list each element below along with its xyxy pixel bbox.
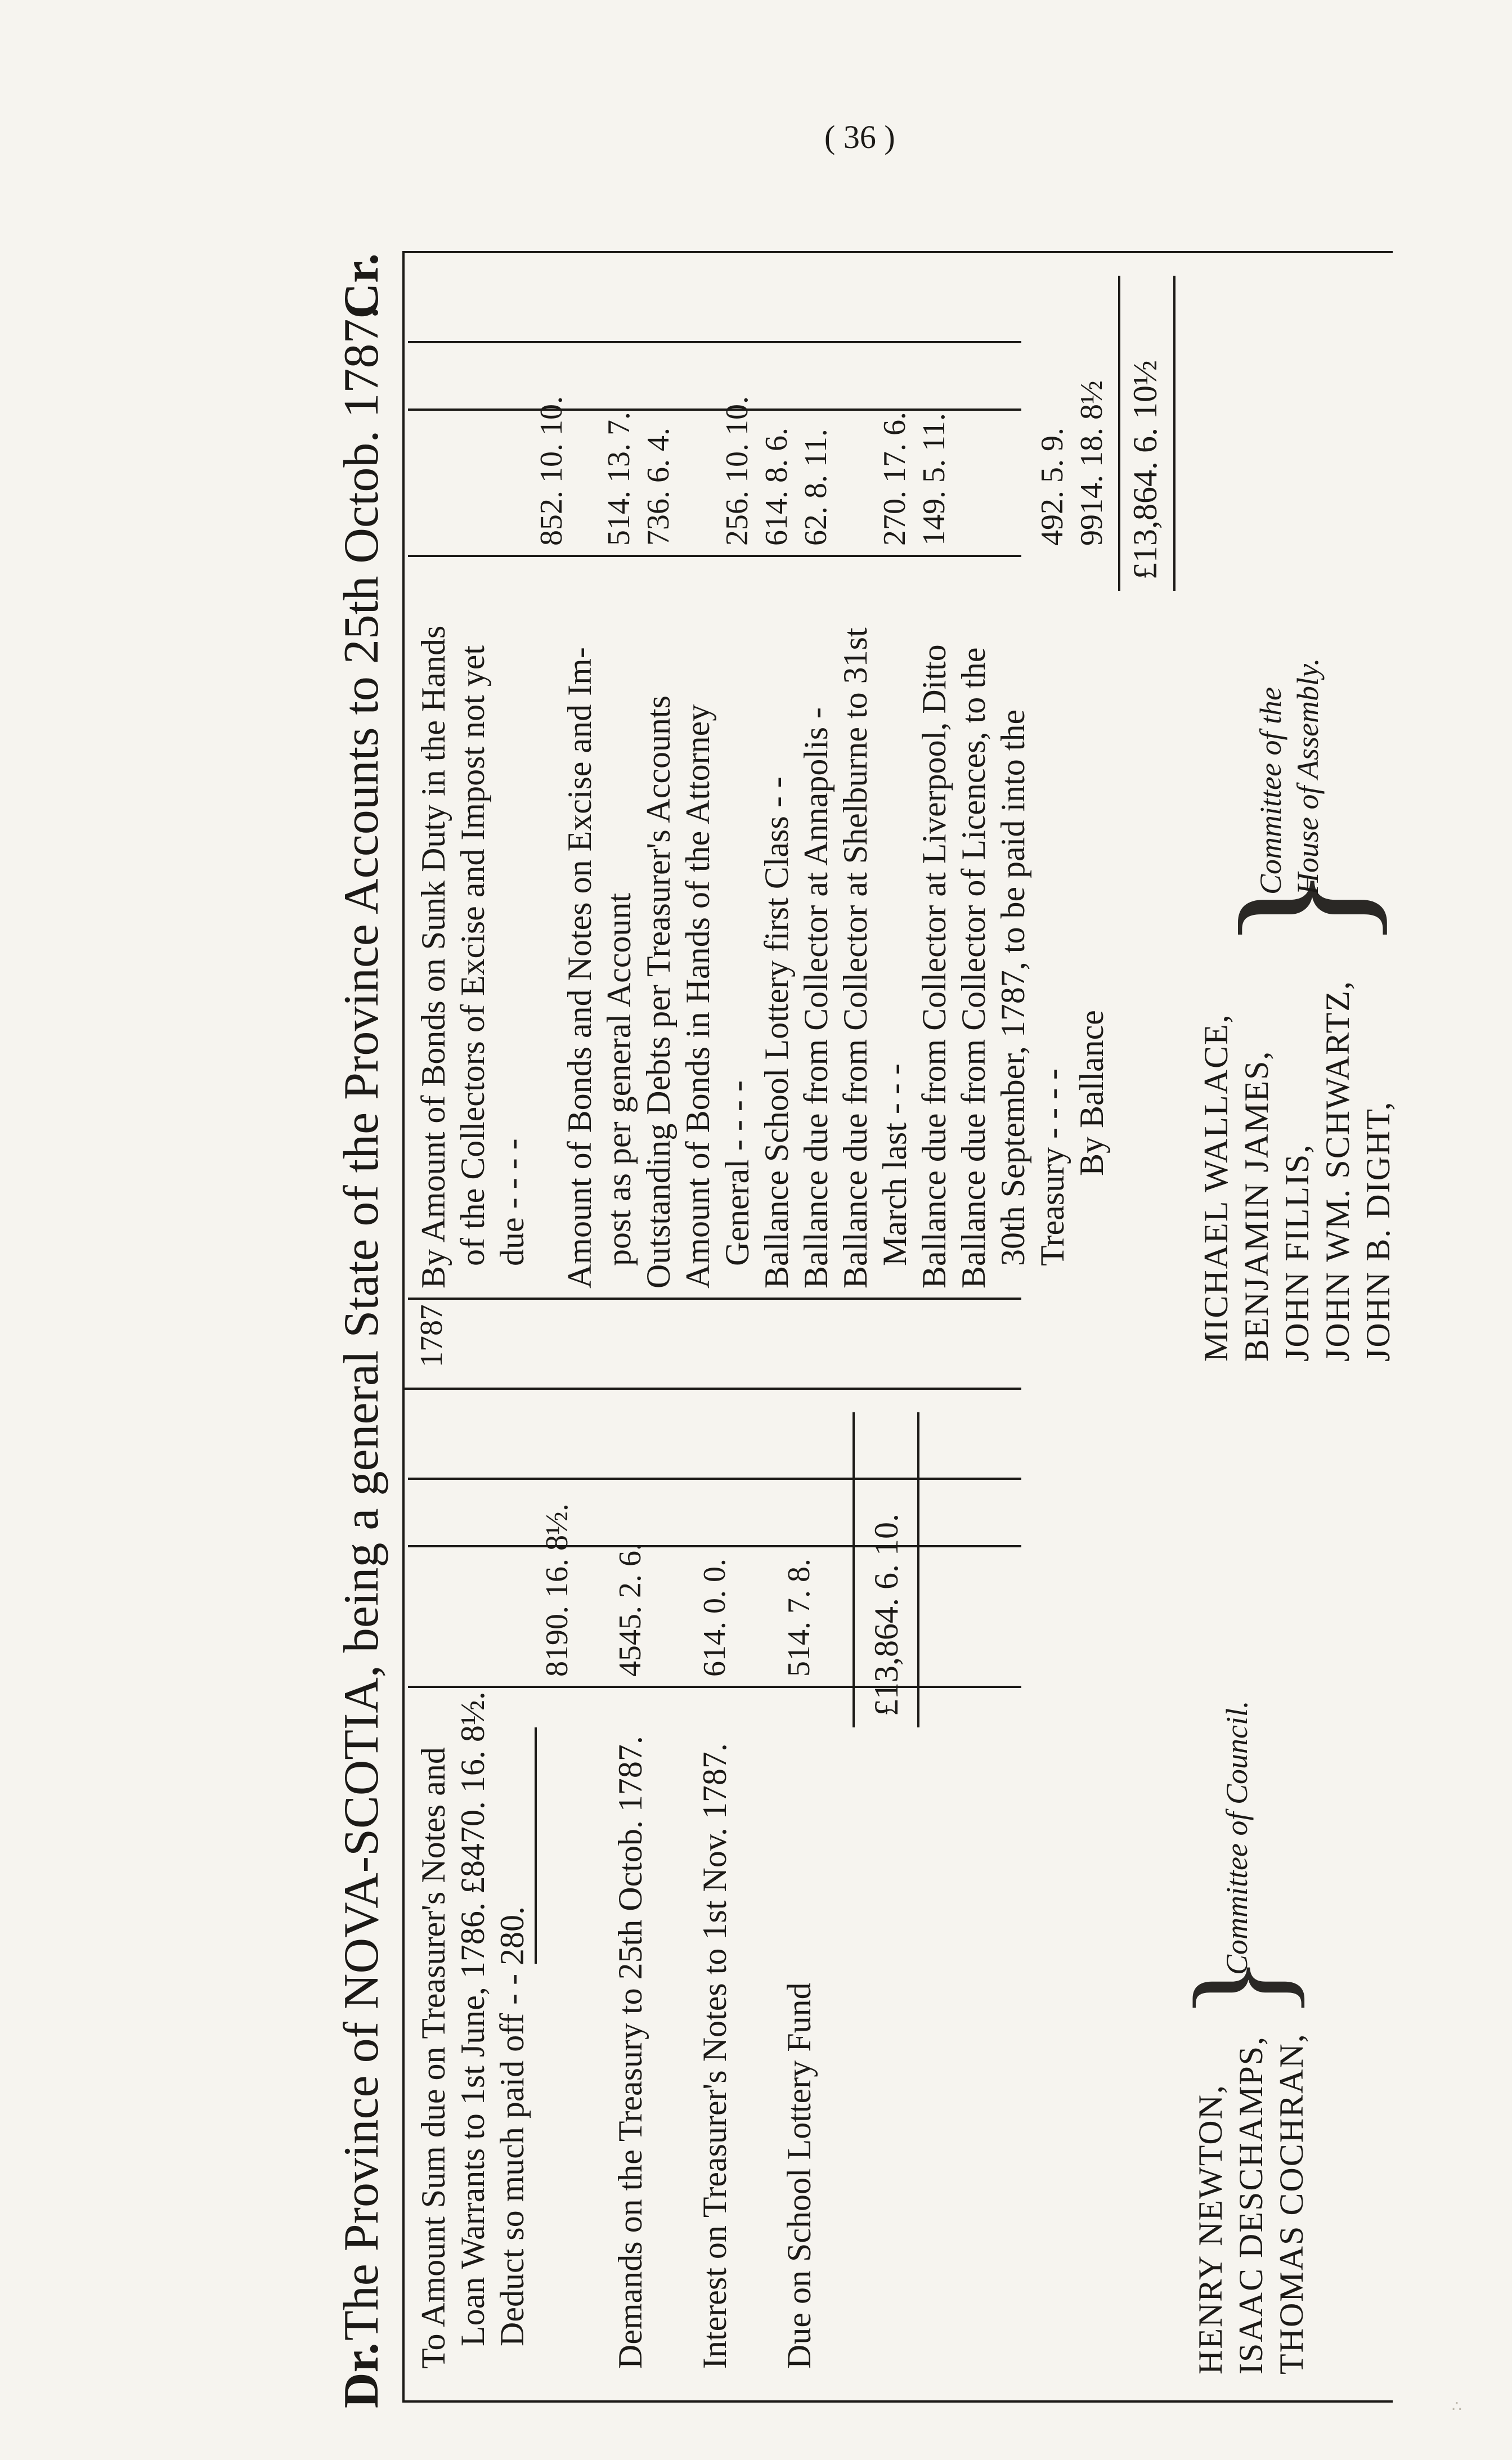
debit-heading: Dr.	[334, 2342, 389, 2408]
debit-entry-2: Loan Warrants to 1st June, 1786. £8470. 16. 8½.	[454, 1691, 491, 2346]
credit-entry-16: Treasury - - - -	[1034, 1068, 1071, 1266]
credit-amount-17: 9914. 18. 8½	[1074, 380, 1109, 546]
debit-pence-rule	[408, 1478, 1021, 1480]
ledger-title-row	[324, 231, 400, 2425]
credit-entry-13: Ballance due from Collector at Liverpool, Ditto	[916, 644, 953, 1289]
ledger-title: The Province of NOVA-SCOTIA, being a general State of the Province Accounts to 25th Octob. 1787.	[334, 306, 389, 2341]
debit-entry-1: To Amount Sum due on Treasurer's Notes and	[415, 1747, 452, 2369]
credit-amount-10: 62. 8. 11.	[798, 429, 833, 546]
credit-shillings-rule	[408, 408, 1021, 411]
debit-total-rule-top	[853, 1412, 855, 1727]
credit-entry-8: General - - - -	[719, 1080, 756, 1266]
page-number: ( 36 )	[824, 119, 895, 155]
credit-pence-rule	[408, 341, 1021, 343]
debit-amount-5: 614. 0. 0.	[697, 1559, 732, 1677]
debit-amount-4: 4545. 2. 6.	[613, 1543, 648, 1677]
credit-heading: Cr.	[334, 253, 389, 319]
council-brace: }	[1166, 1955, 1316, 2020]
credit-entry-2: of the Collectors of Excise and Impost not yet	[454, 645, 491, 1266]
assembly-member-1: MICHAEL WALLACE,	[1197, 1013, 1235, 1362]
credit-amount-12: 270. 17. 6.	[877, 412, 912, 546]
credit-entry-6: Outstanding Debts per Treasurer's Accounts	[640, 695, 677, 1289]
debit-side	[408, 1401, 1365, 2391]
council-member-2: ISAAC DESCHAMPS,	[1232, 2035, 1269, 2374]
credit-total-rule-bottom	[1173, 276, 1175, 591]
debit-amount-rule	[408, 1686, 1021, 1688]
council-committee-label: Committee of Council.	[1220, 1700, 1254, 1975]
title-rule	[402, 253, 405, 2403]
credit-entry-15: 30th September, 1787, to be paid into the	[994, 709, 1031, 1266]
credit-amount-9: 614. 8. 6.	[759, 428, 794, 546]
debit-shillings-rule	[408, 1545, 1021, 1547]
credit-entry-17: By Ballance	[1073, 1010, 1110, 1176]
debit-entry-4: Demands on the Treasury to 25th Octob. 1787.	[612, 1736, 649, 2369]
account-ledger	[324, 231, 1415, 2425]
right-frame	[402, 251, 1393, 253]
credit-amount-6: 736. 6. 4.	[641, 428, 676, 546]
credit-amount-16: 492. 5. 9.	[1035, 428, 1070, 546]
council-member-3: THOMAS COCHRAN,	[1273, 2033, 1310, 2374]
council-member-1: HENRY NEWTON,	[1192, 2084, 1229, 2374]
debit-entry-3: Deduct so much paid off - - 280.	[493, 1906, 531, 2346]
credit-total: £13,864. 6. 10½	[1127, 360, 1164, 580]
credit-entry-5: post as per general Account	[600, 892, 638, 1266]
assembly-member-4: JOHN WM. SCHWARTZ,	[1319, 980, 1356, 1362]
credit-entry-1: By Amount of Bonds on Sunk Duty in the Hands	[415, 625, 452, 1289]
credit-entry-4: Amount of Bonds and Notes on Excise and Im-	[561, 647, 598, 1289]
debit-amount-6: 514. 7. 8.	[782, 1559, 816, 1677]
assembly-member-3: JOHN FILLIS,	[1278, 1143, 1316, 1362]
credit-entry-9: Ballance School Lottery first Class - -	[758, 776, 795, 1289]
debit-total-rule-bottom	[917, 1412, 919, 1727]
left-frame	[402, 2400, 1393, 2403]
credit-entry-10: Ballance due from Collector at Annapolis -	[797, 707, 834, 1289]
credit-total-rule-top	[1118, 276, 1120, 591]
credit-entry-14: Ballance due from Collector of Licences, to the	[955, 647, 992, 1289]
credit-amount-13: 149. 5. 11.	[917, 413, 952, 546]
credit-entry-7: Amount of Bonds in Hands of the Attorney	[679, 704, 716, 1289]
assembly-member-5: JOHN B. DIGHT,	[1360, 1101, 1397, 1362]
credit-entry-3: due - - - -	[493, 1138, 531, 1266]
debit-subtraction-rule	[535, 1727, 537, 1964]
assembly-committee-label-1: Committee of the	[1254, 687, 1287, 895]
credit-amount-3: 852. 10. 10.	[534, 396, 569, 546]
credit-amount-rule	[408, 555, 1021, 557]
credit-entry-11: Ballance due from Collector at Shelburne to 31st	[837, 627, 874, 1289]
credit-entry-12: March last - - -	[876, 1063, 913, 1266]
credit-year: 1787	[414, 1304, 449, 1367]
credit-amount-5: 514. 13. 7.	[602, 412, 636, 546]
center-divider	[402, 1388, 1021, 1390]
assembly-brace: }	[1203, 864, 1402, 951]
assembly-committee-label-2: House of Assembly.	[1291, 658, 1325, 895]
debit-total: £13,864. 6. 10.	[868, 1514, 905, 1716]
debit-amount-3: 8190. 16. 8½.	[540, 1503, 575, 1677]
credit-amount-8: 256. 10. 10.	[720, 396, 755, 546]
assembly-member-2: BENJAMIN JAMES,	[1238, 1050, 1275, 1362]
scan-specks: ∴	[1452, 2398, 1462, 2416]
credit-year-rule	[408, 1298, 1021, 1300]
debit-entry-6: Due on School Lottery Fund	[780, 1982, 818, 2369]
debit-entry-5: Interest on Treasurer's Notes to 1st Nov. 1787.	[696, 1743, 733, 2369]
credit-side	[408, 259, 1402, 1379]
